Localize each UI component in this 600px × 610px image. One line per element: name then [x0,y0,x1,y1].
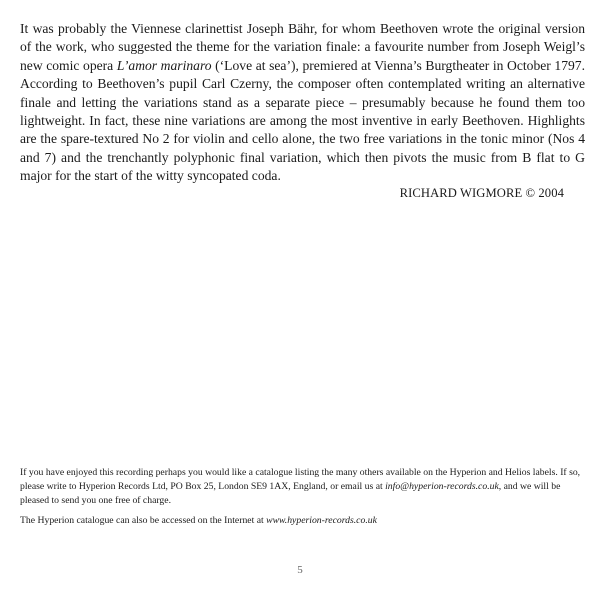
catalogue-request-paragraph [20,466,585,508]
author-signature: RICHARD WIGMORE © 2004 [399,186,564,200]
catalogue-text-part-1: If you have enjoyed this recording perhaps you would like a catalogue listing the many others available on the Hyperion and Helios labels. If so, please write to Hyperion Records Ltd, PO Box 25, London SE9 1AX, England, or email us at [20,467,581,492]
page-number: 5 [297,564,303,576]
opera-title: L’amor marinaro [116,57,212,73]
catalogue-footer [20,466,585,534]
internet-catalogue-paragraph [20,514,585,528]
internet-text: The Hyperion catalogue can also be accessed on the Internet at [20,515,267,526]
liner-notes-text-part-1: It was probably the Viennese clarinettist Joseph Bähr, for whom Beethoven wrote the original version of the work, who suggested the theme for the variation finale: a favourite number from Joseph Weigl’s new comic opera [20,21,585,73]
website-address: www.hyperion-records.co.uk [266,515,377,526]
catalogue-text-part-2: , and we will be pleased to send you one free of charge. [20,481,561,506]
liner-notes-text-part-2: (‘Love at sea’), premiered at Vienna’s Burgtheater in October 1797. According to Beethoven’s pupil Carl Czerny, the composer often contemplated writing an alternative finale and letting the variations stand as a separate piece – presumably because he found them too lightweight. In fact, these nine variations are among the most inventive in early Beethoven. Highlights are the spare-textured No 2 for violin and cello alone, the two free variations in the tonic minor (Nos 4 and 7) and the trenchantly polyphonic final variation, which then pivots the music from B flat to G major for the start of the witty syncopated coda. [20,57,586,184]
liner-notes-paragraph [20,20,585,186]
email-address: info@hyperion-records.co.uk [385,481,499,492]
